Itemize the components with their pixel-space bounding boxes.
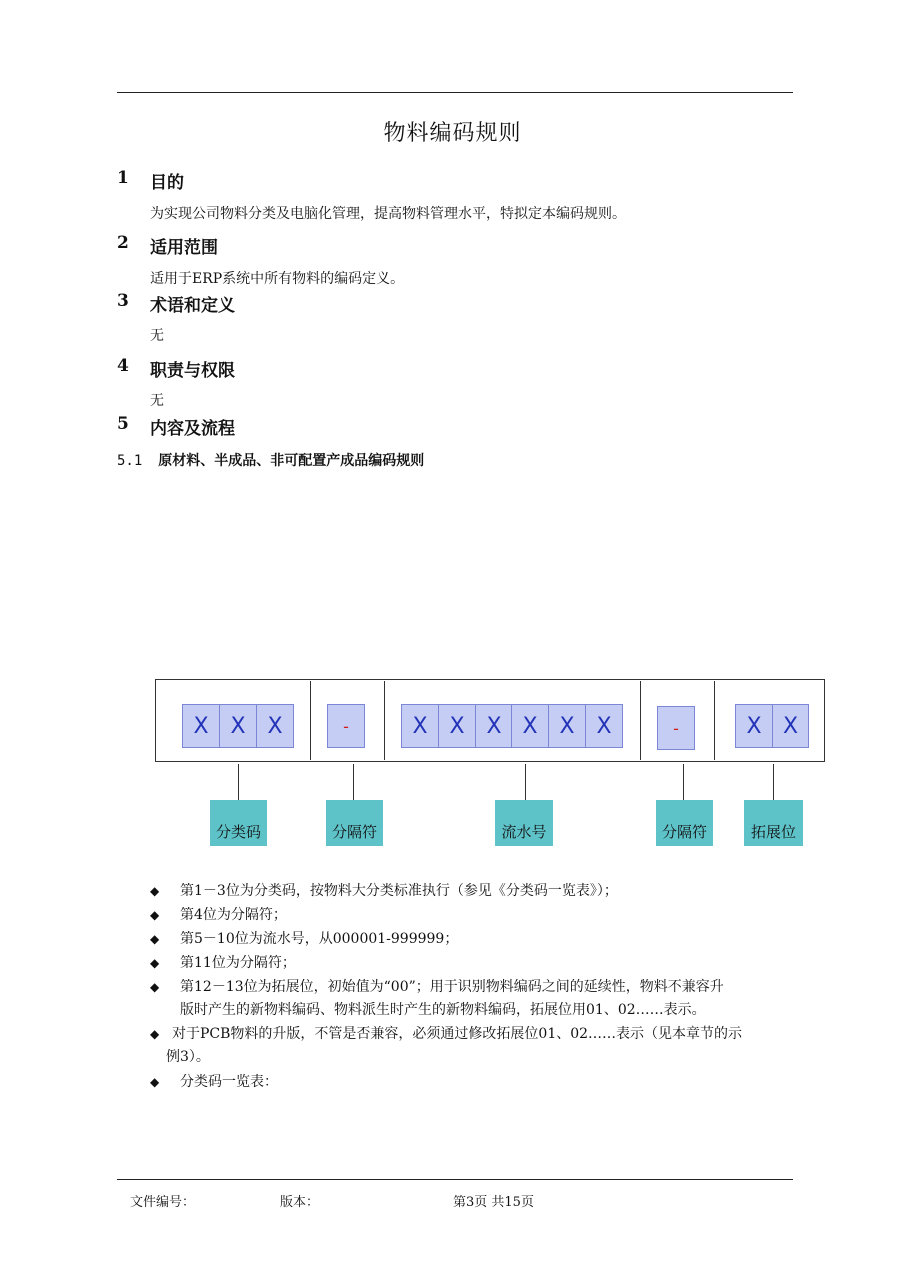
diagram-connector <box>353 764 354 800</box>
label-classification-code: 分类码 <box>210 800 267 846</box>
diamond-bullet-icon: ◆ <box>150 1027 160 1041</box>
label-extension: 拓展位 <box>744 800 803 846</box>
diagram-divider <box>310 681 311 760</box>
code-cell-separator: - <box>327 704 365 748</box>
section-2-title: 适用范围 <box>150 238 218 258</box>
footer-rule <box>117 1179 793 1180</box>
diagram-connector <box>238 764 239 800</box>
subsection-5-1 <box>117 450 424 470</box>
list-item-text: 第4位为分隔符； <box>180 907 287 923</box>
label-serial-number: 流水号 <box>495 800 553 846</box>
diamond-bullet-icon: ◆ <box>150 1075 160 1089</box>
section-3-title: 术语和定义 <box>150 296 235 316</box>
list-item <box>150 904 800 927</box>
page-title: 物料编码规则 <box>383 121 522 146</box>
section-4-body: 无 <box>150 393 164 409</box>
list-item-text: 第12－13位为拓展位，初始值为“00”；用于识别物料编码之间的延续性，物料不兼容升 <box>180 979 724 995</box>
code-cell-x: X <box>735 704 773 748</box>
label-separator: 分隔符 <box>326 800 383 846</box>
diamond-bullet-icon: ◆ <box>150 884 160 898</box>
code-cell-x: X <box>182 704 220 748</box>
section-1-number: 1 <box>117 168 129 188</box>
diagram-connector <box>525 764 526 800</box>
list-item-text: 第1－3位为分类码，按物料大分类标准执行（参见《分类码一览表》）； <box>180 883 618 899</box>
diagram-divider <box>640 681 641 760</box>
diamond-bullet-icon: ◆ <box>150 956 160 970</box>
code-cell-x: X <box>548 704 586 748</box>
diamond-bullet-icon: ◆ <box>150 932 160 946</box>
footer-version: 版本： <box>280 1195 320 1210</box>
list-item <box>150 952 800 975</box>
list-item-text: 第5－10位为流水号，从000001-999999； <box>180 931 459 947</box>
list-item-text: 对于PCB物料的升版，不管是否兼容，必须通过修改拓展位01、02……表示（见本章节的示 <box>172 1026 743 1042</box>
section-2-number: 2 <box>117 233 129 253</box>
code-cell-x: X <box>401 704 439 748</box>
code-cell-x: X <box>772 704 809 748</box>
subsection-title: 原材料、半成品、非可配置产成品编码规则 <box>158 453 425 469</box>
section-1-title: 目的 <box>150 173 184 193</box>
list-item <box>150 928 800 951</box>
code-cell-x: X <box>511 704 549 748</box>
diamond-bullet-icon: ◆ <box>150 908 160 922</box>
code-cell-x: X <box>256 704 294 748</box>
header-rule <box>117 92 793 93</box>
list-item-continuation: 例3）。 <box>166 1049 210 1065</box>
diagram-divider <box>384 681 385 760</box>
section-4-number: 4 <box>117 356 129 376</box>
diagram-connector <box>683 764 684 800</box>
list-item <box>150 1071 800 1094</box>
code-cell-x: X <box>475 704 513 748</box>
code-cell-x: X <box>219 704 257 748</box>
list-item <box>150 880 800 903</box>
diagram-divider <box>714 681 715 760</box>
code-cell-separator: - <box>657 706 695 750</box>
list-item-text: 分类码一览表： <box>180 1074 278 1090</box>
diagram-connector <box>773 764 774 800</box>
code-cell-x: X <box>438 704 476 748</box>
section-4-title: 职责与权限 <box>150 361 235 381</box>
footer-file-number: 文件编号： <box>130 1195 196 1210</box>
list-item-text: 第11位为分隔符； <box>180 955 296 971</box>
section-3-body: 无 <box>150 328 164 344</box>
list-item-continuation: 版时产生的新物料编码、物料派生时产生的新物料编码，拓展位用01、02……表示。 <box>180 1002 706 1018</box>
section-3-number: 3 <box>117 291 129 311</box>
section-5-title: 内容及流程 <box>150 419 235 439</box>
diamond-bullet-icon: ◆ <box>150 980 160 994</box>
section-5-number: 5 <box>117 414 129 434</box>
subsection-number: 5.1 <box>117 453 143 469</box>
list-item <box>150 976 800 1022</box>
section-1-body: 为实现公司物料分类及电脑化管理，提高物料管理水平，特拟定本编码规则。 <box>150 206 626 222</box>
list-item <box>150 1023 800 1069</box>
label-separator: 分隔符 <box>656 800 713 846</box>
section-2-body: 适用于ERP系统中所有物料的编码定义。 <box>150 271 405 287</box>
code-cell-x: X <box>585 704 623 748</box>
footer-page-number: 第3页 共15页 <box>453 1195 534 1210</box>
